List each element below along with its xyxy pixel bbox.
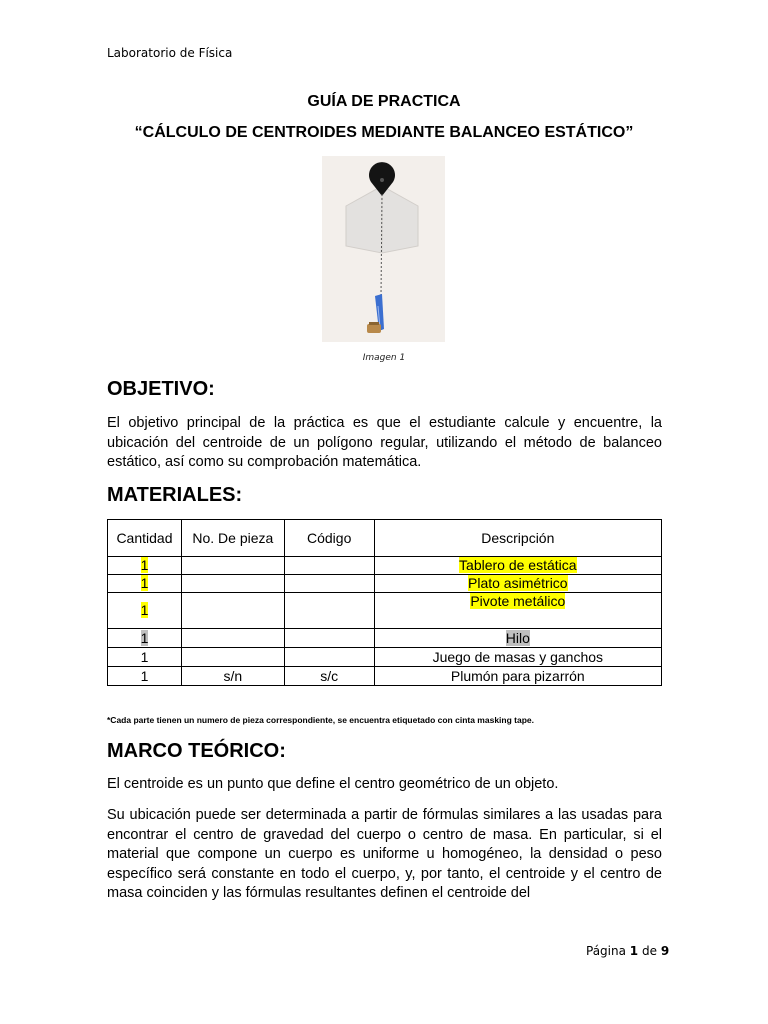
cantidad-cell: 1 xyxy=(108,593,182,629)
experiment-photo-drawing xyxy=(322,156,445,342)
objetivo-text: El objetivo principal de la práctica es que el estudiante calcule y encuentre, la ubicación del centroide de un polígono regular, utilizando el método de balanceo estático, así como su comprobación matemática. xyxy=(107,415,662,470)
page-label: Página xyxy=(586,944,626,958)
table-header-row xyxy=(108,520,662,557)
page-of-label: de xyxy=(641,944,657,958)
descripcion-cell: Pivote metálico xyxy=(374,593,661,629)
page-footer xyxy=(586,944,669,958)
table-row xyxy=(108,667,662,686)
cantidad-cell: 1 xyxy=(108,667,182,686)
document-title: GUÍA DE PRACTICA xyxy=(307,93,461,110)
figure-caption: Imagen 1 xyxy=(362,353,406,363)
codigo-cell xyxy=(284,575,374,593)
codigo-cell: s/c xyxy=(284,667,374,686)
pieza-cell xyxy=(181,629,284,648)
pieza-cell xyxy=(181,557,284,575)
marco-paragraph-2: Su ubicación puede ser determinada a partir de fórmulas similares a las usadas para encontrar el centro de gravedad del cuerpo o centro de masa. En particular, si el material que compone un cuerpo es uniforme u homogéneo, la densidad o peso específico será constante en todo el cuerpo, y, por tanto, el centroide y el centro de masa coinciden y las fórmulas resultantes definen el centroide del xyxy=(107,807,662,901)
descripcion-cell: Plato asimétrico xyxy=(374,575,661,593)
descripcion-cell: Hilo xyxy=(374,629,661,648)
cantidad-cell: 1 xyxy=(108,629,182,648)
document-header: Laboratorio de Física xyxy=(107,46,233,60)
codigo-cell xyxy=(284,648,374,667)
table-row xyxy=(108,593,662,629)
cantidad-cell: 1 xyxy=(108,557,182,575)
cantidad-cell: 1 xyxy=(108,648,182,667)
total-pages-number: 9 xyxy=(660,944,670,958)
descripcion-cell: Tablero de estática xyxy=(374,557,661,575)
materials-table xyxy=(107,519,662,686)
pieza-cell xyxy=(181,575,284,593)
table-row xyxy=(108,557,662,575)
descripcion-cell: Plumón para pizarrón xyxy=(374,667,661,686)
pieza-cell xyxy=(181,593,284,629)
column-header-cantidad: Cantidad xyxy=(108,520,182,557)
objetivo-heading: OBJETIVO: xyxy=(107,378,215,400)
table-row xyxy=(108,648,662,667)
materials-note: *Cada parte tienen un numero de pieza correspondiente, se encuentra etiquetado con cinta masking tape. xyxy=(107,715,534,725)
experiment-photo xyxy=(322,156,445,342)
pieza-cell xyxy=(181,648,284,667)
materiales-heading: MATERIALES: xyxy=(107,484,243,506)
marco-paragraph-1: El centroide es un punto que define el centro geométrico de un objeto. xyxy=(107,776,559,792)
codigo-cell xyxy=(284,629,374,648)
cantidad-cell: 1 xyxy=(108,575,182,593)
column-header-pieza: No. De pieza xyxy=(181,520,284,557)
codigo-cell xyxy=(284,593,374,629)
marco-heading: MARCO TEÓRICO: xyxy=(107,740,286,762)
column-header-descripcion: Descripción xyxy=(374,520,661,557)
descripcion-cell: Juego de masas y ganchos xyxy=(374,648,661,667)
table-row xyxy=(108,575,662,593)
codigo-cell xyxy=(284,557,374,575)
table-row xyxy=(108,629,662,648)
current-page-number: 1 xyxy=(629,944,639,958)
document-subtitle: “CÁLCULO DE CENTROIDES MEDIANTE BALANCEO ESTÁTICO” xyxy=(134,124,634,141)
pieza-cell: s/n xyxy=(181,667,284,686)
column-header-codigo: Código xyxy=(284,520,374,557)
